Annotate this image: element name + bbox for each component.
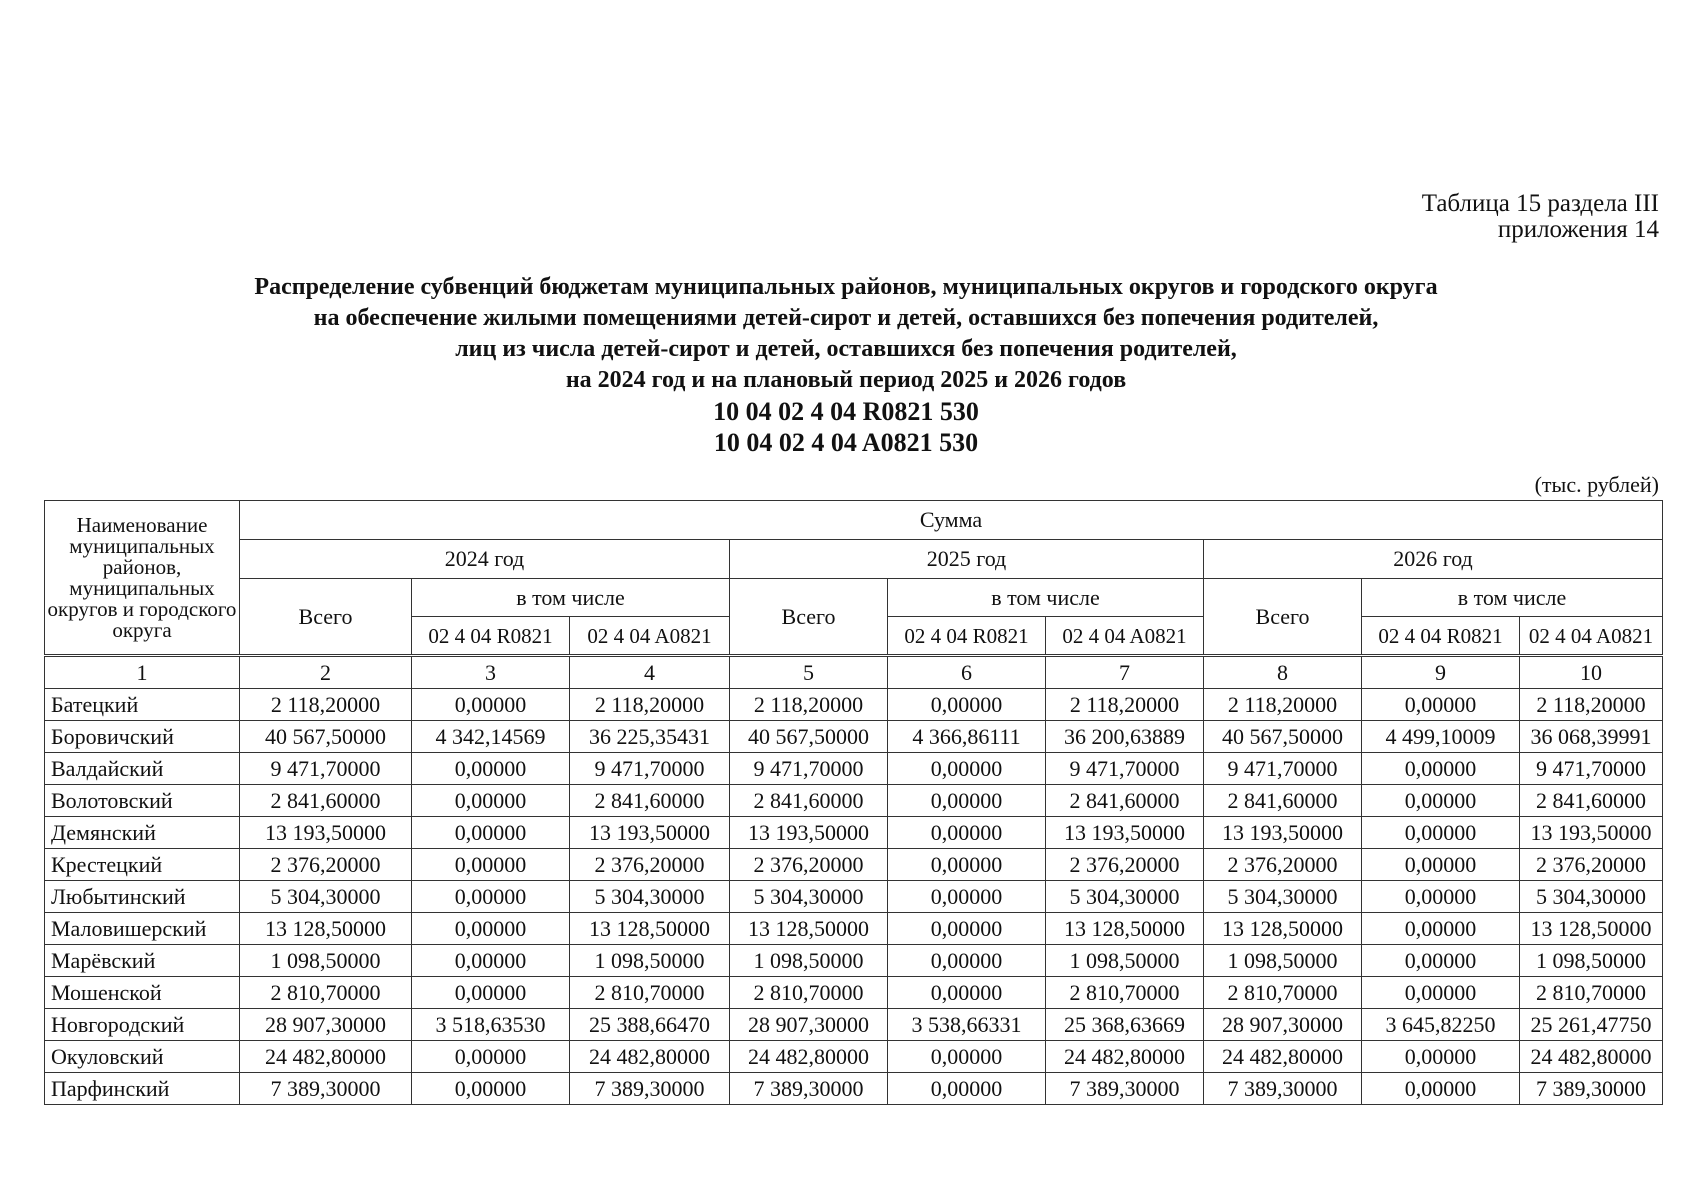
amount-cell: 0,00000 (1362, 977, 1520, 1009)
amount-cell: 40 567,50000 (1204, 721, 1362, 753)
amount-cell: 0,00000 (1362, 689, 1520, 721)
title-line-1: Распределение субвенций бюджетам муниципальных районов, муниципальных округов и городского округа (254, 274, 1438, 300)
district-name: Окуловский (45, 1041, 240, 1073)
amount-cell: 2 810,70000 (1520, 977, 1663, 1009)
amount-cell: 13 128,50000 (240, 913, 412, 945)
district-name: Новгородский (45, 1009, 240, 1041)
amount-cell: 0,00000 (1362, 1041, 1520, 1073)
amount-cell: 2 118,20000 (1046, 689, 1204, 721)
amount-cell: 24 482,80000 (240, 1041, 412, 1073)
amount-cell: 25 261,47750 (1520, 1009, 1663, 1041)
table-row (45, 817, 1663, 849)
district-name: Марёвский (45, 945, 240, 977)
amount-cell: 13 128,50000 (1520, 913, 1663, 945)
amount-cell: 2 841,60000 (1204, 785, 1362, 817)
amount-cell: 0,00000 (1362, 817, 1520, 849)
amount-cell: 7 389,30000 (570, 1073, 730, 1105)
amount-cell: 24 482,80000 (1520, 1041, 1663, 1073)
amount-cell: 36 225,35431 (570, 721, 730, 753)
amount-cell: 13 128,50000 (1046, 913, 1204, 945)
amount-cell: 5 304,30000 (570, 881, 730, 913)
column-number: 6 (888, 656, 1046, 689)
code-a-header-2025: 02 4 04 A0821 (1046, 617, 1204, 656)
column-number-row (45, 656, 1663, 689)
column-number: 1 (45, 656, 240, 689)
amount-cell: 13 193,50000 (730, 817, 888, 849)
column-number: 5 (730, 656, 888, 689)
amount-cell: 2 376,20000 (1520, 849, 1663, 881)
amount-cell: 0,00000 (888, 849, 1046, 881)
year-header-2025: 2025 год (730, 540, 1204, 579)
amount-cell: 7 389,30000 (730, 1073, 888, 1105)
column-number: 3 (412, 656, 570, 689)
code-r-header-2025: 02 4 04 R0821 (888, 617, 1046, 656)
amount-cell: 0,00000 (888, 1041, 1046, 1073)
amount-cell: 40 567,50000 (730, 721, 888, 753)
column-number: 10 (1520, 656, 1663, 689)
budget-code-2: 10 04 02 4 04 A0821 530 (713, 428, 979, 457)
district-name: Крестецкий (45, 849, 240, 881)
amount-cell: 13 128,50000 (570, 913, 730, 945)
column-number: 9 (1362, 656, 1520, 689)
amount-cell: 0,00000 (888, 817, 1046, 849)
table-body (45, 656, 1663, 1105)
amount-cell: 1 098,50000 (1046, 945, 1204, 977)
amount-cell: 2 376,20000 (1204, 849, 1362, 881)
amount-cell: 7 389,30000 (1204, 1073, 1362, 1105)
amount-cell: 9 471,70000 (730, 753, 888, 785)
amount-cell: 4 366,86111 (888, 721, 1046, 753)
year-header-2026: 2026 год (1204, 540, 1663, 579)
amount-cell: 2 376,20000 (730, 849, 888, 881)
district-name: Маловишерский (45, 913, 240, 945)
amount-cell: 0,00000 (412, 977, 570, 1009)
district-name: Батецкий (45, 689, 240, 721)
amount-cell: 2 118,20000 (240, 689, 412, 721)
amount-cell: 0,00000 (1362, 881, 1520, 913)
district-name: Парфинский (45, 1073, 240, 1105)
amount-cell: 25 388,66470 (570, 1009, 730, 1041)
sum-header: Сумма (240, 501, 1663, 540)
amount-cell: 7 389,30000 (240, 1073, 412, 1105)
amount-cell: 2 810,70000 (570, 977, 730, 1009)
table-row (45, 721, 1663, 753)
district-name: Боровичский (45, 721, 240, 753)
amount-cell: 9 471,70000 (1204, 753, 1362, 785)
column-number: 2 (240, 656, 412, 689)
amount-cell: 9 471,70000 (570, 753, 730, 785)
amount-cell: 1 098,50000 (1520, 945, 1663, 977)
including-header-2026: в том числе (1362, 579, 1663, 617)
amount-cell: 0,00000 (888, 753, 1046, 785)
amount-cell: 7 389,30000 (1520, 1073, 1663, 1105)
amount-cell: 0,00000 (888, 881, 1046, 913)
amount-cell: 0,00000 (888, 689, 1046, 721)
amount-cell: 5 304,30000 (1046, 881, 1204, 913)
amount-cell: 0,00000 (412, 689, 570, 721)
district-name: Валдайский (45, 753, 240, 785)
table-row (45, 1073, 1663, 1105)
title-line-3: лиц из числа детей-сирот и детей, оставшихся без попечения родителей, (455, 336, 1237, 362)
table-row (45, 1009, 1663, 1041)
total-header-2025: Всего (730, 579, 888, 656)
amount-cell: 13 193,50000 (240, 817, 412, 849)
document-title (96, 272, 1596, 458)
amount-cell: 4 342,14569 (412, 721, 570, 753)
amount-cell: 40 567,50000 (240, 721, 412, 753)
district-name: Любытинский (45, 881, 240, 913)
amount-cell: 9 471,70000 (240, 753, 412, 785)
amount-cell: 0,00000 (1362, 785, 1520, 817)
table-reference-line-1: Таблица 15 раздела III (1421, 190, 1659, 217)
amount-cell: 1 098,50000 (570, 945, 730, 977)
amount-cell: 3 538,66331 (888, 1009, 1046, 1041)
amount-cell: 0,00000 (412, 945, 570, 977)
amount-cell: 13 193,50000 (1204, 817, 1362, 849)
amount-cell: 13 128,50000 (1204, 913, 1362, 945)
amount-cell: 0,00000 (1362, 945, 1520, 977)
amount-cell: 2 118,20000 (730, 689, 888, 721)
title-line-2: на обеспечение жилыми помещениями детей-сирот и детей, оставшихся без попечения родителей, (313, 305, 1379, 331)
amount-cell: 28 907,30000 (730, 1009, 888, 1041)
amount-cell: 0,00000 (412, 1041, 570, 1073)
amount-cell: 5 304,30000 (1520, 881, 1663, 913)
amount-cell: 28 907,30000 (1204, 1009, 1362, 1041)
amount-cell: 13 193,50000 (570, 817, 730, 849)
amount-cell: 36 068,39991 (1520, 721, 1663, 753)
column-number: 7 (1046, 656, 1204, 689)
district-name: Мошенской (45, 977, 240, 1009)
table-row (45, 881, 1663, 913)
amount-cell: 9 471,70000 (1520, 753, 1663, 785)
amount-cell: 0,00000 (888, 913, 1046, 945)
amount-cell: 5 304,30000 (730, 881, 888, 913)
amount-cell: 24 482,80000 (1204, 1041, 1362, 1073)
amount-cell: 0,00000 (412, 753, 570, 785)
amount-cell: 0,00000 (412, 1073, 570, 1105)
title-line-4: на 2024 год и на плановый период 2025 и 2026 годов (565, 367, 1127, 393)
amount-cell: 0,00000 (412, 913, 570, 945)
amount-cell: 0,00000 (412, 881, 570, 913)
table-row (45, 785, 1663, 817)
table-row (45, 753, 1663, 785)
code-a-header-2024: 02 4 04 A0821 (570, 617, 730, 656)
table-row (45, 1041, 1663, 1073)
amount-cell: 2 841,60000 (730, 785, 888, 817)
table-reference (1422, 191, 1659, 243)
amount-cell: 2 118,20000 (1204, 689, 1362, 721)
amount-cell: 0,00000 (1362, 913, 1520, 945)
amount-cell: 0,00000 (1362, 849, 1520, 881)
amount-cell: 2 810,70000 (240, 977, 412, 1009)
amount-cell: 24 482,80000 (1046, 1041, 1204, 1073)
code-a-header-2026: 02 4 04 A0821 (1520, 617, 1663, 656)
including-header-2025: в том числе (888, 579, 1204, 617)
amount-cell: 13 128,50000 (730, 913, 888, 945)
amount-cell: 13 193,50000 (1046, 817, 1204, 849)
amount-cell: 2 376,20000 (570, 849, 730, 881)
including-header-2024: в том числе (412, 579, 730, 617)
amount-cell: 2 810,70000 (730, 977, 888, 1009)
amount-cell: 24 482,80000 (730, 1041, 888, 1073)
table-reference-line-2: приложения 14 (1497, 216, 1659, 243)
amount-cell: 1 098,50000 (1204, 945, 1362, 977)
amount-cell: 5 304,30000 (240, 881, 412, 913)
amount-cell: 4 499,10009 (1362, 721, 1520, 753)
amount-cell: 5 304,30000 (1204, 881, 1362, 913)
amount-cell: 1 098,50000 (240, 945, 412, 977)
amount-cell: 2 841,60000 (570, 785, 730, 817)
amount-cell: 0,00000 (888, 1073, 1046, 1105)
amount-cell: 3 645,82250 (1362, 1009, 1520, 1041)
amount-cell: 28 907,30000 (240, 1009, 412, 1041)
column-number: 4 (570, 656, 730, 689)
table-row (45, 913, 1663, 945)
amount-cell: 0,00000 (888, 785, 1046, 817)
code-r-header-2024: 02 4 04 R0821 (412, 617, 570, 656)
amount-cell: 2 118,20000 (570, 689, 730, 721)
amount-cell: 0,00000 (1362, 753, 1520, 785)
table-row (45, 977, 1663, 1009)
amount-cell: 2 118,20000 (1520, 689, 1663, 721)
amount-cell: 2 810,70000 (1046, 977, 1204, 1009)
code-r-header-2026: 02 4 04 R0821 (1362, 617, 1520, 656)
table-row (45, 945, 1663, 977)
subvention-table (44, 500, 1663, 1105)
units-label: (тыс. рублей) (1534, 472, 1659, 497)
district-name: Демянский (45, 817, 240, 849)
total-header-2026: Всего (1204, 579, 1362, 656)
amount-cell: 1 098,50000 (730, 945, 888, 977)
amount-cell: 0,00000 (888, 977, 1046, 1009)
table-row (45, 689, 1663, 721)
amount-cell: 3 518,63530 (412, 1009, 570, 1041)
amount-cell: 2 376,20000 (1046, 849, 1204, 881)
budget-code-1: 10 04 02 4 04 R0821 530 (713, 397, 979, 426)
amount-cell: 0,00000 (412, 785, 570, 817)
amount-cell: 9 471,70000 (1046, 753, 1204, 785)
year-header-2024: 2024 год (240, 540, 730, 579)
name-column-header: Наименование муниципальных районов, муниципальных округов и городского округа (45, 501, 240, 656)
table-row (45, 849, 1663, 881)
total-header-2024: Всего (240, 579, 412, 656)
amount-cell: 2 841,60000 (1046, 785, 1204, 817)
amount-cell: 2 810,70000 (1204, 977, 1362, 1009)
amount-cell: 2 376,20000 (240, 849, 412, 881)
district-name: Волотовский (45, 785, 240, 817)
amount-cell: 0,00000 (412, 817, 570, 849)
amount-cell: 13 193,50000 (1520, 817, 1663, 849)
amount-cell: 36 200,63889 (1046, 721, 1204, 753)
column-number: 8 (1204, 656, 1362, 689)
amount-cell: 7 389,30000 (1046, 1073, 1204, 1105)
amount-cell: 2 841,60000 (240, 785, 412, 817)
amount-cell: 0,00000 (888, 945, 1046, 977)
amount-cell: 24 482,80000 (570, 1041, 730, 1073)
amount-cell: 2 841,60000 (1520, 785, 1663, 817)
amount-cell: 0,00000 (412, 849, 570, 881)
amount-cell: 0,00000 (1362, 1073, 1520, 1105)
amount-cell: 25 368,63669 (1046, 1009, 1204, 1041)
